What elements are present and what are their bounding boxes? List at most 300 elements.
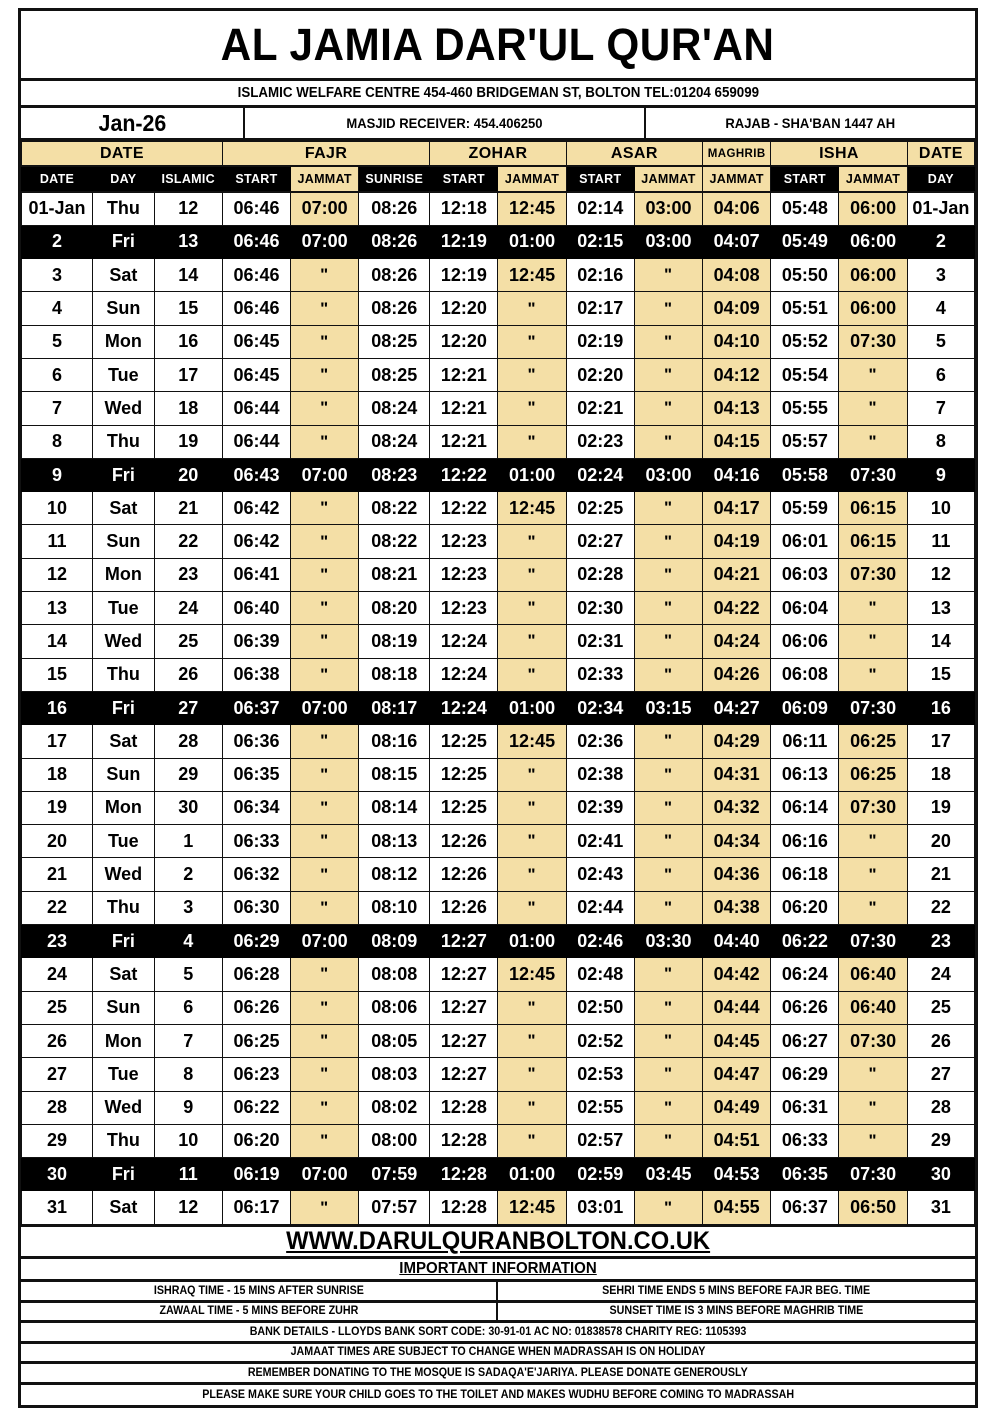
cell-day-13: 30 xyxy=(907,1158,974,1191)
cell-jammat-9: 03:00 xyxy=(634,458,702,491)
cell-jammat-4: 07:00 xyxy=(291,458,359,491)
group-header-row xyxy=(22,142,975,166)
cell-jammat-4: " xyxy=(291,492,359,525)
cell-start-3: 06:32 xyxy=(222,858,290,891)
cell-day-1: Wed xyxy=(93,625,155,658)
cell-date-0: 23 xyxy=(22,925,93,958)
cell-jammat-9: " xyxy=(634,292,702,325)
cell-start-8: 02:27 xyxy=(566,525,634,558)
cell-day-1: Tue xyxy=(93,592,155,625)
cell-jammat-4: " xyxy=(291,1124,359,1157)
cell-date-0: 18 xyxy=(22,758,93,791)
cell-day-13: 25 xyxy=(907,991,974,1024)
cell-start-11: 06:13 xyxy=(771,758,839,791)
col-header-10-jammat: JAMMAT xyxy=(703,166,771,192)
cell-jammat-9: " xyxy=(634,425,702,458)
cell-islamic-2: 20 xyxy=(154,458,222,491)
table-row xyxy=(22,991,975,1024)
table-row xyxy=(22,691,975,724)
cell-day-13: 29 xyxy=(907,1124,974,1157)
cell-date-0: 14 xyxy=(22,625,93,658)
cell-start-3: 06:17 xyxy=(222,1191,290,1224)
cell-jammat-7: " xyxy=(498,1024,566,1057)
cell-start-8: 02:21 xyxy=(566,392,634,425)
cell-start-11: 06:20 xyxy=(771,891,839,924)
cell-jammat-7: 01:00 xyxy=(498,225,566,258)
cell-jammat-10: 04:16 xyxy=(703,458,771,491)
cell-date-0: 25 xyxy=(22,991,93,1024)
cell-start-3: 06:45 xyxy=(222,325,290,358)
table-row xyxy=(22,425,975,458)
table-row xyxy=(22,592,975,625)
cell-start-11: 05:59 xyxy=(771,492,839,525)
cell-islamic-2: 23 xyxy=(154,558,222,591)
cell-start-8: 02:16 xyxy=(566,259,634,292)
table-row xyxy=(22,558,975,591)
cell-jammat-9: " xyxy=(634,858,702,891)
cell-jammat-7: 12:45 xyxy=(498,725,566,758)
cell-jammat-9: 03:30 xyxy=(634,925,702,958)
cell-jammat-10: 04:27 xyxy=(703,691,771,724)
wudhu-note: PLEASE MAKE SURE YOUR CHILD GOES TO THE TOILET AND MAKES WUDHU BEFORE COMING TO MADRASSAH xyxy=(202,1388,794,1401)
cell-jammat-7: " xyxy=(498,292,566,325)
cell-jammat-9: " xyxy=(634,625,702,658)
cell-jammat-4: " xyxy=(291,525,359,558)
masthead-title-bar xyxy=(21,11,975,81)
cell-sunrise-5: 08:23 xyxy=(359,458,430,491)
cell-jammat-12: " xyxy=(839,392,907,425)
cell-start-6: 12:21 xyxy=(430,425,498,458)
cell-sunrise-5: 08:00 xyxy=(359,1124,430,1157)
bank-details-note: BANK DETAILS - LLOYDS BANK SORT CODE: 30-91-01 AC NO: 01838578 CHARITY REG: 1105393 xyxy=(21,1323,975,1344)
cell-jammat-9: " xyxy=(634,259,702,292)
cell-jammat-10: 04:21 xyxy=(703,558,771,591)
cell-jammat-10: 04:44 xyxy=(703,991,771,1024)
cell-jammat-12: " xyxy=(839,1091,907,1124)
cell-islamic-2: 5 xyxy=(154,958,222,991)
cell-sunrise-5: 08:19 xyxy=(359,625,430,658)
cell-start-11: 06:16 xyxy=(771,825,839,858)
cell-jammat-4: " xyxy=(291,558,359,591)
cell-islamic-2: 22 xyxy=(154,525,222,558)
cell-sunrise-5: 08:17 xyxy=(359,691,430,724)
table-row xyxy=(22,958,975,991)
cell-jammat-10: 04:29 xyxy=(703,725,771,758)
cell-jammat-12: " xyxy=(839,625,907,658)
cell-islamic-2: 13 xyxy=(154,225,222,258)
cell-jammat-9: " xyxy=(634,325,702,358)
cell-start-3: 06:29 xyxy=(222,925,290,958)
table-row xyxy=(22,259,975,292)
table-body xyxy=(22,192,975,1224)
cell-start-3: 06:33 xyxy=(222,825,290,858)
col-header-12-jammat: JAMMAT xyxy=(839,166,907,192)
cell-islamic-2: 25 xyxy=(154,625,222,658)
cell-day-13: 10 xyxy=(907,492,974,525)
cell-sunrise-5: 08:18 xyxy=(359,658,430,691)
cell-day-13: 16 xyxy=(907,691,974,724)
cell-start-8: 02:28 xyxy=(566,558,634,591)
cell-start-8: 02:14 xyxy=(566,192,634,225)
cell-day-1: Sat xyxy=(93,259,155,292)
page-title: AL JAMIA DAR'UL QUR'AN xyxy=(221,18,775,70)
cell-jammat-7: " xyxy=(498,791,566,824)
cell-day-13: 21 xyxy=(907,858,974,891)
cell-start-8: 02:39 xyxy=(566,791,634,824)
cell-jammat-4: 07:00 xyxy=(291,1158,359,1191)
group-header-fajr-1: FAJR xyxy=(222,142,429,166)
cell-jammat-7: 01:00 xyxy=(498,458,566,491)
cell-start-3: 06:39 xyxy=(222,625,290,658)
cell-start-8: 02:44 xyxy=(566,891,634,924)
cell-day-1: Mon xyxy=(93,558,155,591)
cell-day-1: Thu xyxy=(93,1124,155,1157)
cell-jammat-12: 06:40 xyxy=(839,958,907,991)
info-title-text: IMPORTANT INFORMATION xyxy=(399,1259,597,1277)
cell-start-6: 12:23 xyxy=(430,558,498,591)
table-row xyxy=(22,1124,975,1157)
cell-start-8: 02:57 xyxy=(566,1124,634,1157)
cell-day-13: 28 xyxy=(907,1091,974,1124)
cell-jammat-10: 04:45 xyxy=(703,1024,771,1057)
cell-start-8: 02:34 xyxy=(566,691,634,724)
table-row xyxy=(22,192,975,225)
cell-start-3: 06:20 xyxy=(222,1124,290,1157)
cell-start-3: 06:41 xyxy=(222,558,290,591)
cell-start-8: 02:55 xyxy=(566,1091,634,1124)
cell-start-11: 06:35 xyxy=(771,1158,839,1191)
cell-start-6: 12:23 xyxy=(430,592,498,625)
cell-sunrise-5: 07:57 xyxy=(359,1191,430,1224)
cell-date-0: 22 xyxy=(22,891,93,924)
cell-jammat-12: 06:00 xyxy=(839,259,907,292)
cell-day-13: 01-Jan xyxy=(907,192,974,225)
table-row xyxy=(22,325,975,358)
cell-start-11: 05:55 xyxy=(771,392,839,425)
cell-jammat-4: " xyxy=(291,392,359,425)
group-header-date-0: DATE xyxy=(22,142,223,166)
cell-start-11: 05:54 xyxy=(771,358,839,391)
cell-jammat-7: " xyxy=(498,1091,566,1124)
cell-start-8: 02:25 xyxy=(566,492,634,525)
cell-islamic-2: 11 xyxy=(154,1158,222,1191)
cell-jammat-9: " xyxy=(634,525,702,558)
cell-date-0: 17 xyxy=(22,725,93,758)
cell-sunrise-5: 08:15 xyxy=(359,758,430,791)
cell-date-0: 4 xyxy=(22,292,93,325)
table-row xyxy=(22,492,975,525)
cell-jammat-7: " xyxy=(498,891,566,924)
cell-date-0: 19 xyxy=(22,791,93,824)
cell-start-11: 05:49 xyxy=(771,225,839,258)
cell-sunrise-5: 08:26 xyxy=(359,292,430,325)
cell-islamic-2: 16 xyxy=(154,325,222,358)
cell-start-6: 12:28 xyxy=(430,1091,498,1124)
cell-start-6: 12:25 xyxy=(430,758,498,791)
cell-islamic-2: 17 xyxy=(154,358,222,391)
cell-start-6: 12:20 xyxy=(430,292,498,325)
cell-start-3: 06:44 xyxy=(222,392,290,425)
cell-jammat-4: " xyxy=(291,725,359,758)
cell-start-6: 12:27 xyxy=(430,1058,498,1091)
cell-jammat-10: 04:26 xyxy=(703,658,771,691)
cell-date-0: 01-Jan xyxy=(22,192,93,225)
cell-start-11: 05:58 xyxy=(771,458,839,491)
cell-jammat-12: 06:25 xyxy=(839,758,907,791)
cell-jammat-7: " xyxy=(498,825,566,858)
cell-day-13: 22 xyxy=(907,891,974,924)
cell-start-8: 02:17 xyxy=(566,292,634,325)
cell-day-13: 24 xyxy=(907,958,974,991)
cell-day-13: 20 xyxy=(907,825,974,858)
cell-jammat-7: " xyxy=(498,658,566,691)
cell-jammat-9: " xyxy=(634,1124,702,1157)
cell-start-3: 06:30 xyxy=(222,891,290,924)
cell-start-6: 12:28 xyxy=(430,1124,498,1157)
cell-start-3: 06:22 xyxy=(222,1091,290,1124)
cell-jammat-4: " xyxy=(291,858,359,891)
cell-sunrise-5: 08:14 xyxy=(359,791,430,824)
cell-jammat-12: 06:00 xyxy=(839,292,907,325)
cell-jammat-4: " xyxy=(291,325,359,358)
cell-jammat-7: 01:00 xyxy=(498,925,566,958)
cell-sunrise-5: 08:21 xyxy=(359,558,430,591)
cell-islamic-2: 12 xyxy=(154,192,222,225)
cell-jammat-4: " xyxy=(291,758,359,791)
cell-start-8: 02:59 xyxy=(566,1158,634,1191)
col-header-2-islamic: ISLAMIC xyxy=(154,166,222,192)
cell-day-13: 19 xyxy=(907,791,974,824)
cell-jammat-10: 04:47 xyxy=(703,1058,771,1091)
cell-sunrise-5: 08:20 xyxy=(359,592,430,625)
cell-islamic-2: 2 xyxy=(154,858,222,891)
table-row xyxy=(22,1191,975,1224)
cell-start-3: 06:46 xyxy=(222,259,290,292)
cell-jammat-10: 04:53 xyxy=(703,1158,771,1191)
cell-jammat-12: 06:25 xyxy=(839,725,907,758)
cell-islamic-2: 9 xyxy=(154,1091,222,1124)
cell-start-3: 06:46 xyxy=(222,292,290,325)
cell-jammat-4: " xyxy=(291,791,359,824)
cell-start-6: 12:27 xyxy=(430,1024,498,1057)
cell-islamic-2: 12 xyxy=(154,1191,222,1224)
hijri-months xyxy=(646,108,975,138)
cell-day-1: Tue xyxy=(93,1058,155,1091)
cell-jammat-7: 12:45 xyxy=(498,259,566,292)
cell-jammat-12: " xyxy=(839,358,907,391)
cell-islamic-2: 1 xyxy=(154,825,222,858)
cell-jammat-12: " xyxy=(839,858,907,891)
cell-jammat-12: " xyxy=(839,1124,907,1157)
cell-jammat-4: " xyxy=(291,625,359,658)
info-split-row xyxy=(21,1282,975,1303)
cell-jammat-12: 07:30 xyxy=(839,791,907,824)
col-header-5-sunrise: SUNRISE xyxy=(359,166,430,192)
cell-date-0: 2 xyxy=(22,225,93,258)
cell-start-11: 06:11 xyxy=(771,725,839,758)
cell-start-11: 06:29 xyxy=(771,1058,839,1091)
cell-start-6: 12:26 xyxy=(430,858,498,891)
cell-sunrise-5: 08:26 xyxy=(359,259,430,292)
cell-jammat-12: " xyxy=(839,1058,907,1091)
table-row xyxy=(22,791,975,824)
month-label xyxy=(21,108,245,138)
cell-start-11: 06:22 xyxy=(771,925,839,958)
cell-start-11: 06:03 xyxy=(771,558,839,591)
cell-day-1: Wed xyxy=(93,858,155,891)
cell-day-13: 18 xyxy=(907,758,974,791)
group-header-maghrib-4: MAGHRIB xyxy=(703,142,771,166)
website-link[interactable]: WWW.DARULQURANBOLTON.CO.UK xyxy=(286,1226,710,1255)
cell-islamic-2: 6 xyxy=(154,991,222,1024)
cell-jammat-9: 03:45 xyxy=(634,1158,702,1191)
cell-date-0: 11 xyxy=(22,525,93,558)
cell-start-6: 12:23 xyxy=(430,525,498,558)
website-bar[interactable] xyxy=(21,1225,975,1259)
cell-day-1: Fri xyxy=(93,691,155,724)
zawaal-note: ZAWAAL TIME - 5 MINS BEFORE ZUHR xyxy=(21,1303,498,1321)
sub-header-row xyxy=(22,166,975,192)
address-bar xyxy=(21,81,975,108)
cell-sunrise-5: 08:12 xyxy=(359,858,430,891)
cell-day-1: Fri xyxy=(93,1158,155,1191)
table-row xyxy=(22,625,975,658)
cell-start-6: 12:25 xyxy=(430,791,498,824)
cell-day-1: Fri xyxy=(93,925,155,958)
hijri-text: RAJAB - SHA'BAN 1447 AH xyxy=(725,115,896,132)
cell-start-8: 03:01 xyxy=(566,1191,634,1224)
group-header-zohar-2: ZOHAR xyxy=(430,142,566,166)
cell-jammat-12: 06:40 xyxy=(839,991,907,1024)
cell-jammat-10: 04:32 xyxy=(703,791,771,824)
cell-jammat-7: " xyxy=(498,858,566,891)
cell-day-1: Thu xyxy=(93,658,155,691)
cell-sunrise-5: 08:06 xyxy=(359,991,430,1024)
cell-start-8: 02:48 xyxy=(566,958,634,991)
cell-sunrise-5: 08:26 xyxy=(359,192,430,225)
cell-jammat-9: " xyxy=(634,1091,702,1124)
month-text: Jan-26 xyxy=(98,109,166,136)
cell-date-0: 16 xyxy=(22,691,93,724)
cell-jammat-10: 04:31 xyxy=(703,758,771,791)
cell-sunrise-5: 08:22 xyxy=(359,525,430,558)
cell-start-3: 06:28 xyxy=(222,958,290,991)
cell-jammat-12: 06:00 xyxy=(839,192,907,225)
prayer-times-table xyxy=(21,141,975,1224)
cell-jammat-7: " xyxy=(498,592,566,625)
cell-start-3: 06:36 xyxy=(222,725,290,758)
table-row xyxy=(22,1091,975,1124)
cell-start-8: 02:41 xyxy=(566,825,634,858)
cell-jammat-4: " xyxy=(291,991,359,1024)
cell-jammat-12: 06:15 xyxy=(839,492,907,525)
cell-start-8: 02:15 xyxy=(566,225,634,258)
cell-day-1: Sat xyxy=(93,1191,155,1224)
cell-start-6: 12:20 xyxy=(430,325,498,358)
cell-date-0: 28 xyxy=(22,1091,93,1124)
cell-start-6: 12:26 xyxy=(430,891,498,924)
cell-jammat-4: " xyxy=(291,1191,359,1224)
cell-date-0: 3 xyxy=(22,259,93,292)
cell-start-8: 02:23 xyxy=(566,425,634,458)
cell-islamic-2: 28 xyxy=(154,725,222,758)
cell-jammat-7: " xyxy=(498,425,566,458)
cell-day-1: Mon xyxy=(93,791,155,824)
cell-start-11: 05:48 xyxy=(771,192,839,225)
cell-jammat-12: 07:30 xyxy=(839,558,907,591)
table-row xyxy=(22,891,975,924)
cell-day-1: Wed xyxy=(93,392,155,425)
cell-jammat-9: 03:15 xyxy=(634,691,702,724)
cell-start-8: 02:19 xyxy=(566,325,634,358)
table-row xyxy=(22,1158,975,1191)
address-text: ISLAMIC WELFARE CENTRE 454-460 BRIDGEMAN ST, BOLTON TEL:01204 659099 xyxy=(237,85,759,102)
cell-day-1: Mon xyxy=(93,325,155,358)
cell-start-3: 06:35 xyxy=(222,758,290,791)
table-row xyxy=(22,758,975,791)
cell-date-0: 9 xyxy=(22,458,93,491)
cell-day-1: Thu xyxy=(93,425,155,458)
cell-start-8: 02:36 xyxy=(566,725,634,758)
cell-sunrise-5: 08:24 xyxy=(359,425,430,458)
cell-jammat-9: " xyxy=(634,1191,702,1224)
cell-jammat-10: 04:17 xyxy=(703,492,771,525)
cell-start-6: 12:21 xyxy=(430,392,498,425)
cell-day-13: 9 xyxy=(907,458,974,491)
cell-jammat-7: 12:45 xyxy=(498,1191,566,1224)
cell-islamic-2: 8 xyxy=(154,1058,222,1091)
cell-sunrise-5: 08:24 xyxy=(359,392,430,425)
cell-start-6: 12:24 xyxy=(430,658,498,691)
cell-start-11: 06:18 xyxy=(771,858,839,891)
cell-day-1: Tue xyxy=(93,825,155,858)
cell-start-3: 06:23 xyxy=(222,1058,290,1091)
cell-day-13: 27 xyxy=(907,1058,974,1091)
cell-jammat-10: 04:07 xyxy=(703,225,771,258)
sehri-note: SEHRI TIME ENDS 5 MINS BEFORE FAJR BEG. TIME xyxy=(602,1284,871,1297)
cell-start-3: 06:37 xyxy=(222,691,290,724)
cell-jammat-12: 07:30 xyxy=(839,1024,907,1057)
col-header-9-jammat: JAMMAT xyxy=(634,166,702,192)
cell-jammat-7: " xyxy=(498,325,566,358)
cell-start-6: 12:19 xyxy=(430,225,498,258)
cell-jammat-4: " xyxy=(291,1024,359,1057)
cell-day-1: Mon xyxy=(93,1024,155,1057)
cell-start-8: 02:30 xyxy=(566,592,634,625)
cell-date-0: 5 xyxy=(22,325,93,358)
cell-day-13: 2 xyxy=(907,225,974,258)
cell-day-13: 6 xyxy=(907,358,974,391)
cell-jammat-7: " xyxy=(498,392,566,425)
cell-day-1: Sun xyxy=(93,292,155,325)
group-header-isha-5: ISHA xyxy=(771,142,907,166)
cell-day-1: Wed xyxy=(93,1091,155,1124)
cell-date-0: 20 xyxy=(22,825,93,858)
cell-jammat-4: " xyxy=(291,891,359,924)
cell-start-8: 02:24 xyxy=(566,458,634,491)
cell-start-3: 06:25 xyxy=(222,1024,290,1057)
cell-day-1: Sat xyxy=(93,958,155,991)
cell-jammat-9: " xyxy=(634,725,702,758)
cell-jammat-9: " xyxy=(634,758,702,791)
cell-jammat-7: 12:45 xyxy=(498,958,566,991)
cell-start-8: 02:46 xyxy=(566,925,634,958)
cell-jammat-4: " xyxy=(291,1091,359,1124)
cell-day-1: Sat xyxy=(93,725,155,758)
cell-date-0: 26 xyxy=(22,1024,93,1057)
cell-jammat-7: 01:00 xyxy=(498,691,566,724)
cell-jammat-12: " xyxy=(839,592,907,625)
